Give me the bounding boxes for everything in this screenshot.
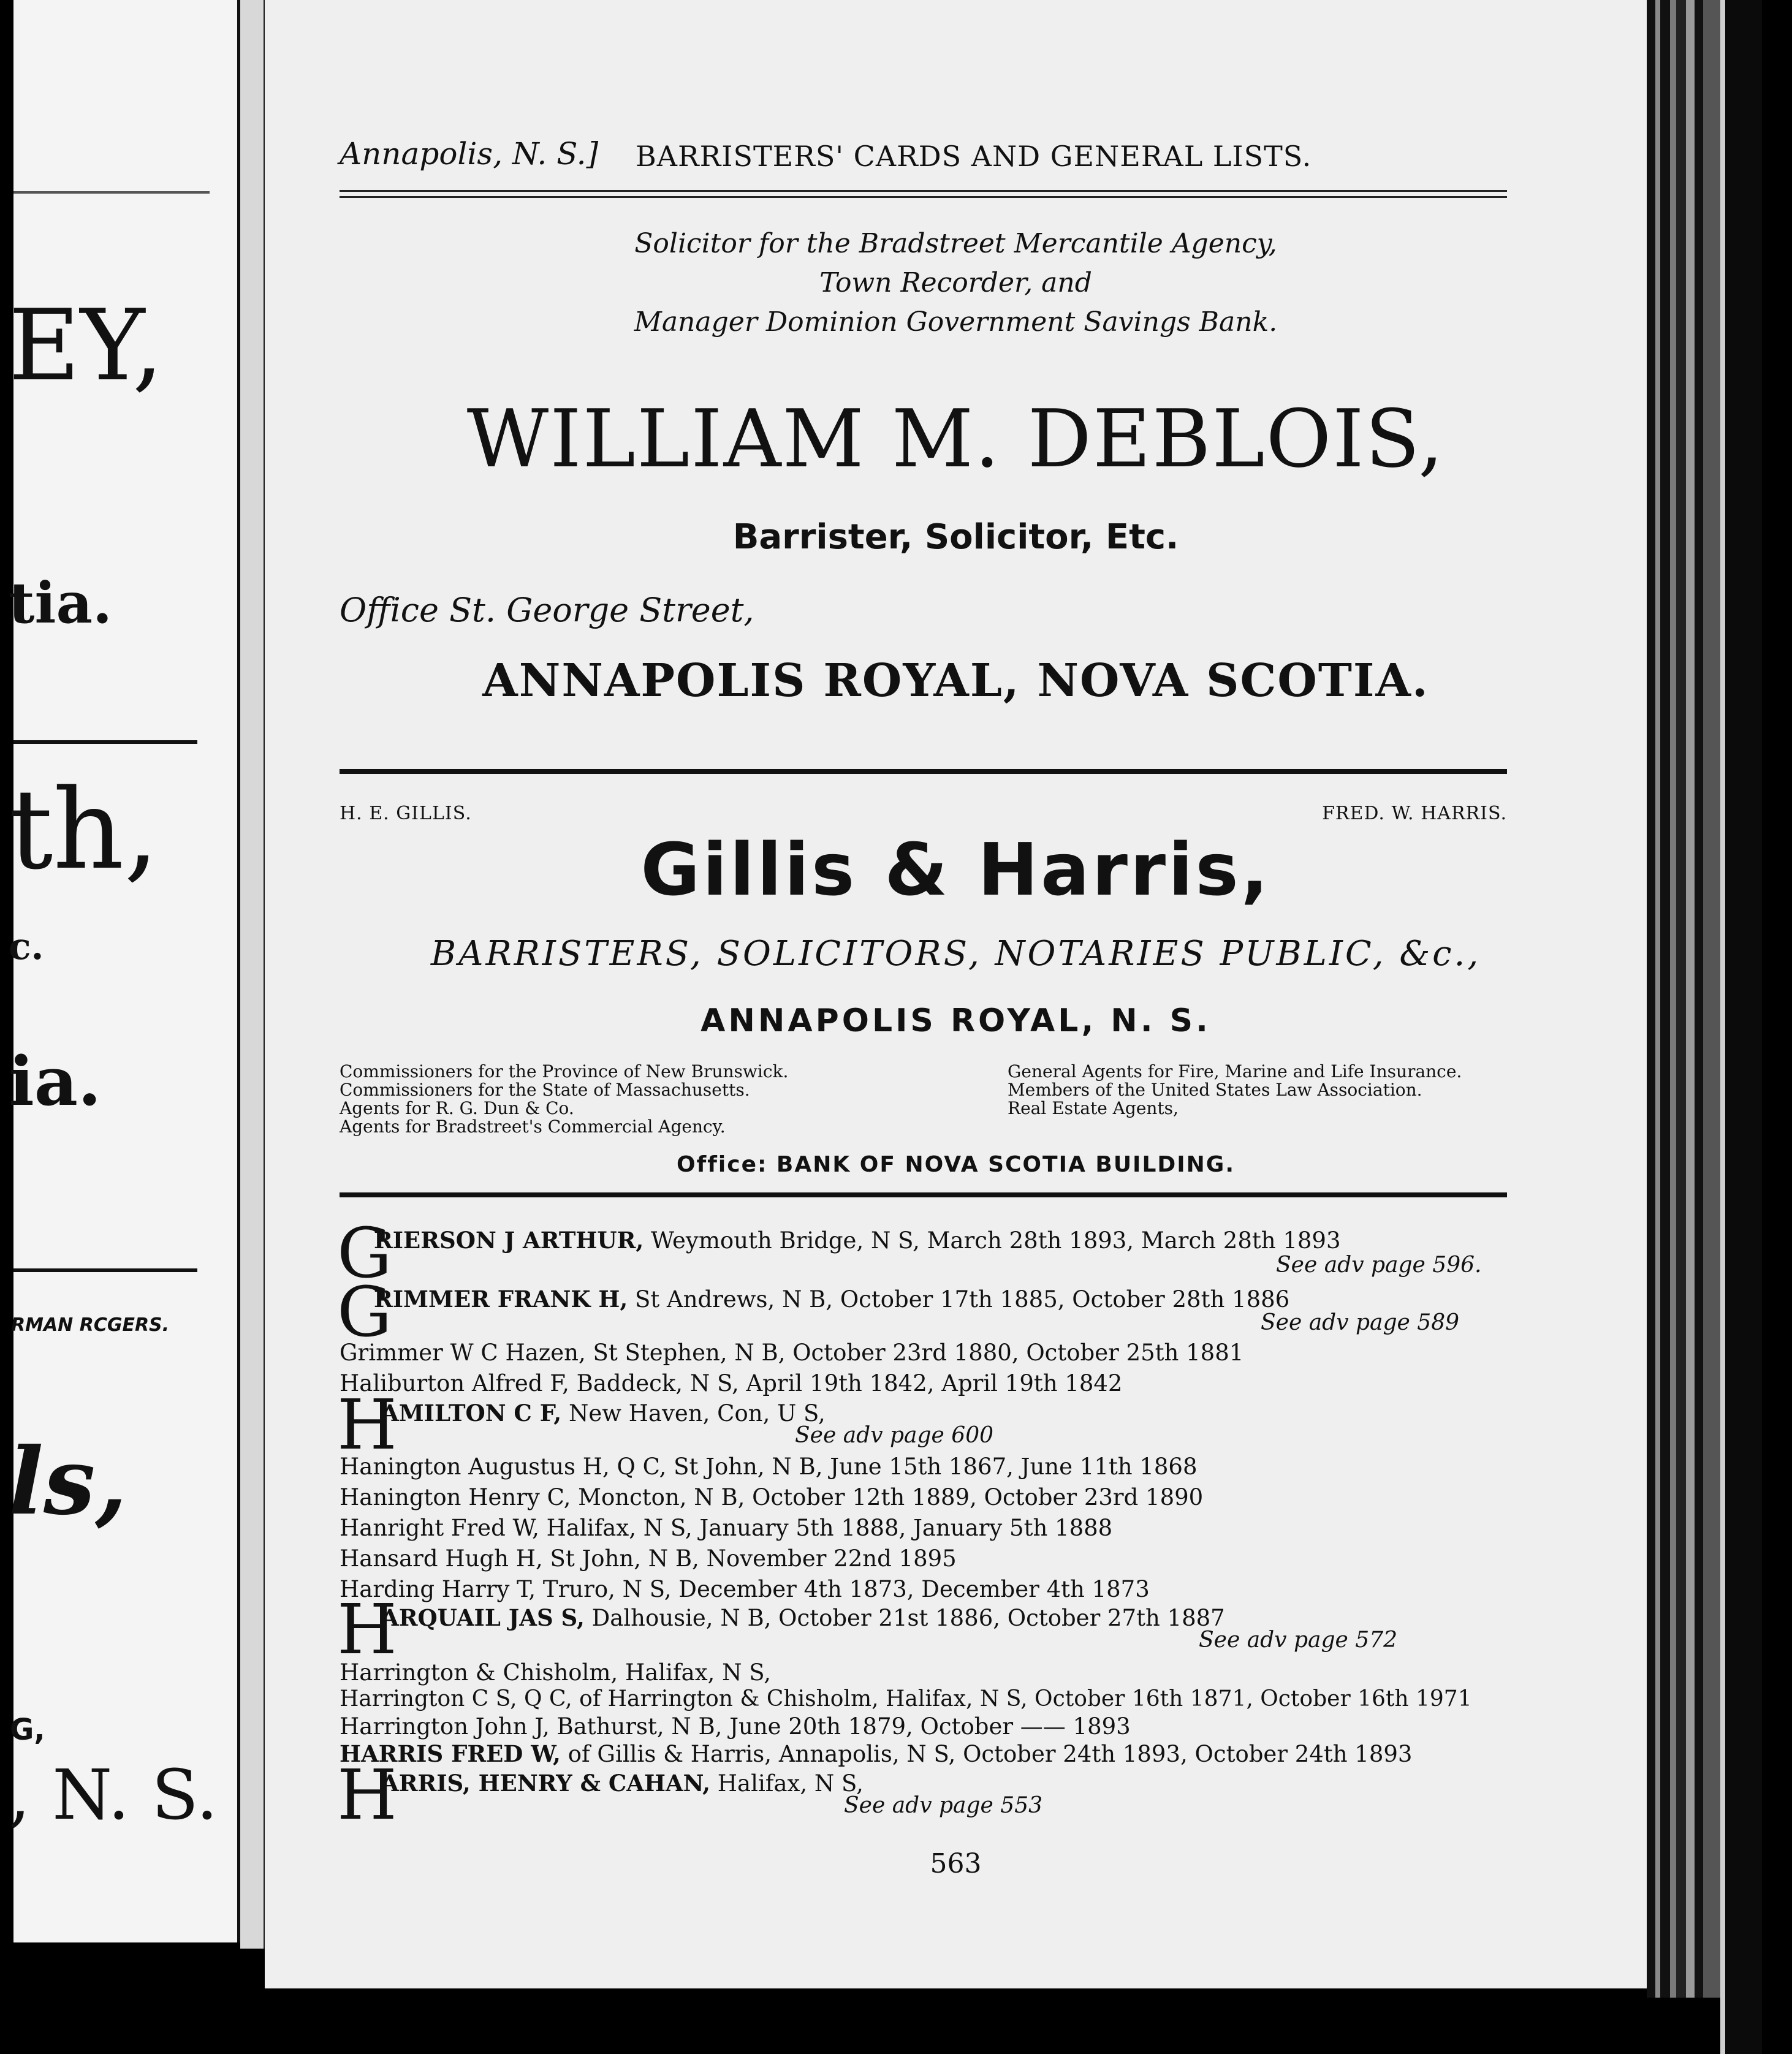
adv-reference: See adv page 572 [1199, 1628, 1398, 1653]
scan-border [1720, 0, 1762, 2054]
header-rule [340, 190, 1507, 192]
drop-initial: H [337, 1756, 397, 1835]
header-location: Annapolis, N. S.] [340, 136, 599, 172]
partner-right: FRED. W. HARRIS. [1322, 803, 1507, 824]
deblois-name: WILLIAM M. DEBLOIS, [466, 392, 1445, 485]
divider [13, 191, 210, 194]
left-fragment-7: ls, [9, 1428, 127, 1536]
note: Agents for R. G. Dun & Co. [340, 1098, 574, 1118]
firm-notes-left [340, 1063, 788, 1136]
page-edges [1647, 0, 1720, 1998]
directory-entry [381, 1604, 1225, 1631]
partner-left: H. E. GILLIS. [340, 803, 472, 824]
entry-details: Dalhousie, N B, October 21st 1886, October 27th 1887 [591, 1605, 1225, 1631]
note: Commissioners for the State of Massachusetts. [340, 1080, 750, 1100]
note: Real Estate Agents, [1008, 1098, 1179, 1118]
entry-details: Halifax, N S, [717, 1770, 864, 1797]
deblois-profession: Barrister, Solicitor, Etc. [732, 517, 1179, 557]
directory-entry: Harrington & Chisholm, Halifax, N S, [340, 1659, 772, 1686]
left-fragment-2: tia. [9, 570, 113, 636]
directory-entry [374, 1286, 1289, 1313]
note: Commissioners for the Province of New Brunswick. [340, 1061, 789, 1082]
directory-entry [381, 1770, 864, 1797]
firm-place: ANNAPOLIS ROYAL, N. S. [700, 1002, 1211, 1039]
deblois-role: Solicitor for the Bradstreet Mercantile Agency, [634, 228, 1277, 259]
drop-initial: G [337, 1214, 392, 1294]
directory-entry [374, 1227, 1340, 1254]
entry-details: of Gillis & Harris, Annapolis, N S, October 24th 1893, October 24th 1893 [568, 1741, 1413, 1767]
drop-initial: H [337, 1590, 397, 1670]
left-fragment-8: G, [10, 1713, 45, 1747]
directory-entry: Hanright Fred W, Halifax, N S, January 5th 1888, January 5th 1888 [340, 1515, 1113, 1541]
header-rule [340, 196, 1507, 198]
note: Agents for Bradstreet's Commercial Agency. [340, 1116, 726, 1137]
entry-details: Weymouth Bridge, N S, March 28th 1893, March 28th 1893 [651, 1227, 1341, 1254]
entry-details: New Haven, Con, U S, [568, 1400, 826, 1427]
entry-name: RIERSON J ARTHUR, [374, 1227, 644, 1254]
left-fragment-5: ia. [9, 1042, 102, 1121]
directory-entry [381, 1400, 826, 1427]
adv-reference: See adv page 553 [844, 1793, 1043, 1818]
divider [13, 1268, 197, 1272]
section-rule [340, 1192, 1507, 1197]
page-number: 563 [930, 1848, 982, 1879]
adv-reference: See adv page 600 [795, 1423, 994, 1448]
directory-entry: Hansard Hugh H, St John, N B, November 22nd 1895 [340, 1545, 957, 1572]
directory-entry: Harrington John J, Bathurst, N B, June 20th 1879, October —— 1893 [340, 1713, 1131, 1740]
note: Members of the United States Law Association. [1008, 1080, 1422, 1100]
firm-name: Gillis & Harris, [640, 827, 1271, 912]
deblois-place: ANNAPOLIS ROYAL, NOVA SCOTIA. [482, 654, 1429, 707]
deblois-role: Town Recorder, and [819, 267, 1092, 298]
directory-entry: Haliburton Alfred F, Baddeck, N S, April 19th 1842, April 19th 1842 [340, 1370, 1123, 1396]
adv-reference: See adv page 589 [1261, 1310, 1460, 1335]
divider [13, 740, 197, 744]
firm-office: Office: BANK OF NOVA SCOTIA BUILDING. [676, 1152, 1236, 1177]
left-facing-page [9, 0, 241, 1942]
firm-profession: BARRISTERS, SOLICITORS, NOTARIES PUBLIC, &c., [430, 934, 1481, 974]
entry-name: RIMMER FRANK H, [374, 1286, 628, 1313]
drop-initial: H [337, 1385, 397, 1465]
entry-name: ARQUAIL JAS S, [381, 1604, 585, 1631]
left-fragment-6: RMAN RCGERS. [11, 1314, 170, 1336]
left-fragment-9: , N. S. [9, 1756, 218, 1835]
drop-initial: G [337, 1273, 392, 1352]
firm-notes-right [1008, 1063, 1462, 1118]
deblois-role: Manager Dominion Government Savings Bank. [634, 306, 1278, 338]
entry-name: ARRIS, HENRY & CAHAN, [381, 1770, 711, 1797]
left-fragment-1: EY, [9, 288, 164, 403]
header-title: BARRISTERS' CARDS AND GENERAL LISTS. [636, 140, 1312, 173]
directory-entry: Harrington C S, Q C, of Harrington & Chisholm, Halifax, N S, October 16th 1871, October 16th 1971 [340, 1686, 1472, 1711]
entry-details: St Andrews, N B, October 17th 1885, October 28th 1886 [635, 1286, 1290, 1313]
gutter [240, 0, 266, 1949]
left-fragment-4: c. [9, 925, 44, 968]
left-fragment-3: th, [9, 766, 159, 894]
entry-name: HARRIS FRED W, [340, 1740, 561, 1767]
directory-entry: Hanington Henry C, Moncton, N B, October 12th 1889, October 23rd 1890 [340, 1484, 1204, 1510]
directory-entry: Harding Harry T, Truro, N S, December 4th 1873, December 4th 1873 [340, 1576, 1150, 1602]
directory-entry [340, 1740, 1412, 1767]
adv-reference: See adv page 596. [1276, 1252, 1482, 1278]
section-rule [340, 769, 1507, 774]
main-page [265, 0, 1647, 1988]
directory-entry: Hanington Augustus H, Q C, St John, N B, June 15th 1867, June 11th 1868 [340, 1453, 1198, 1480]
entry-name: AMILTON C F, [381, 1400, 562, 1427]
directory-entry: Grimmer W C Hazen, St Stephen, N B, October 23rd 1880, October 25th 1881 [340, 1340, 1244, 1366]
deblois-office: Office St. George Street, [340, 591, 754, 629]
note: General Agents for Fire, Marine and Life Insurance. [1008, 1061, 1462, 1082]
